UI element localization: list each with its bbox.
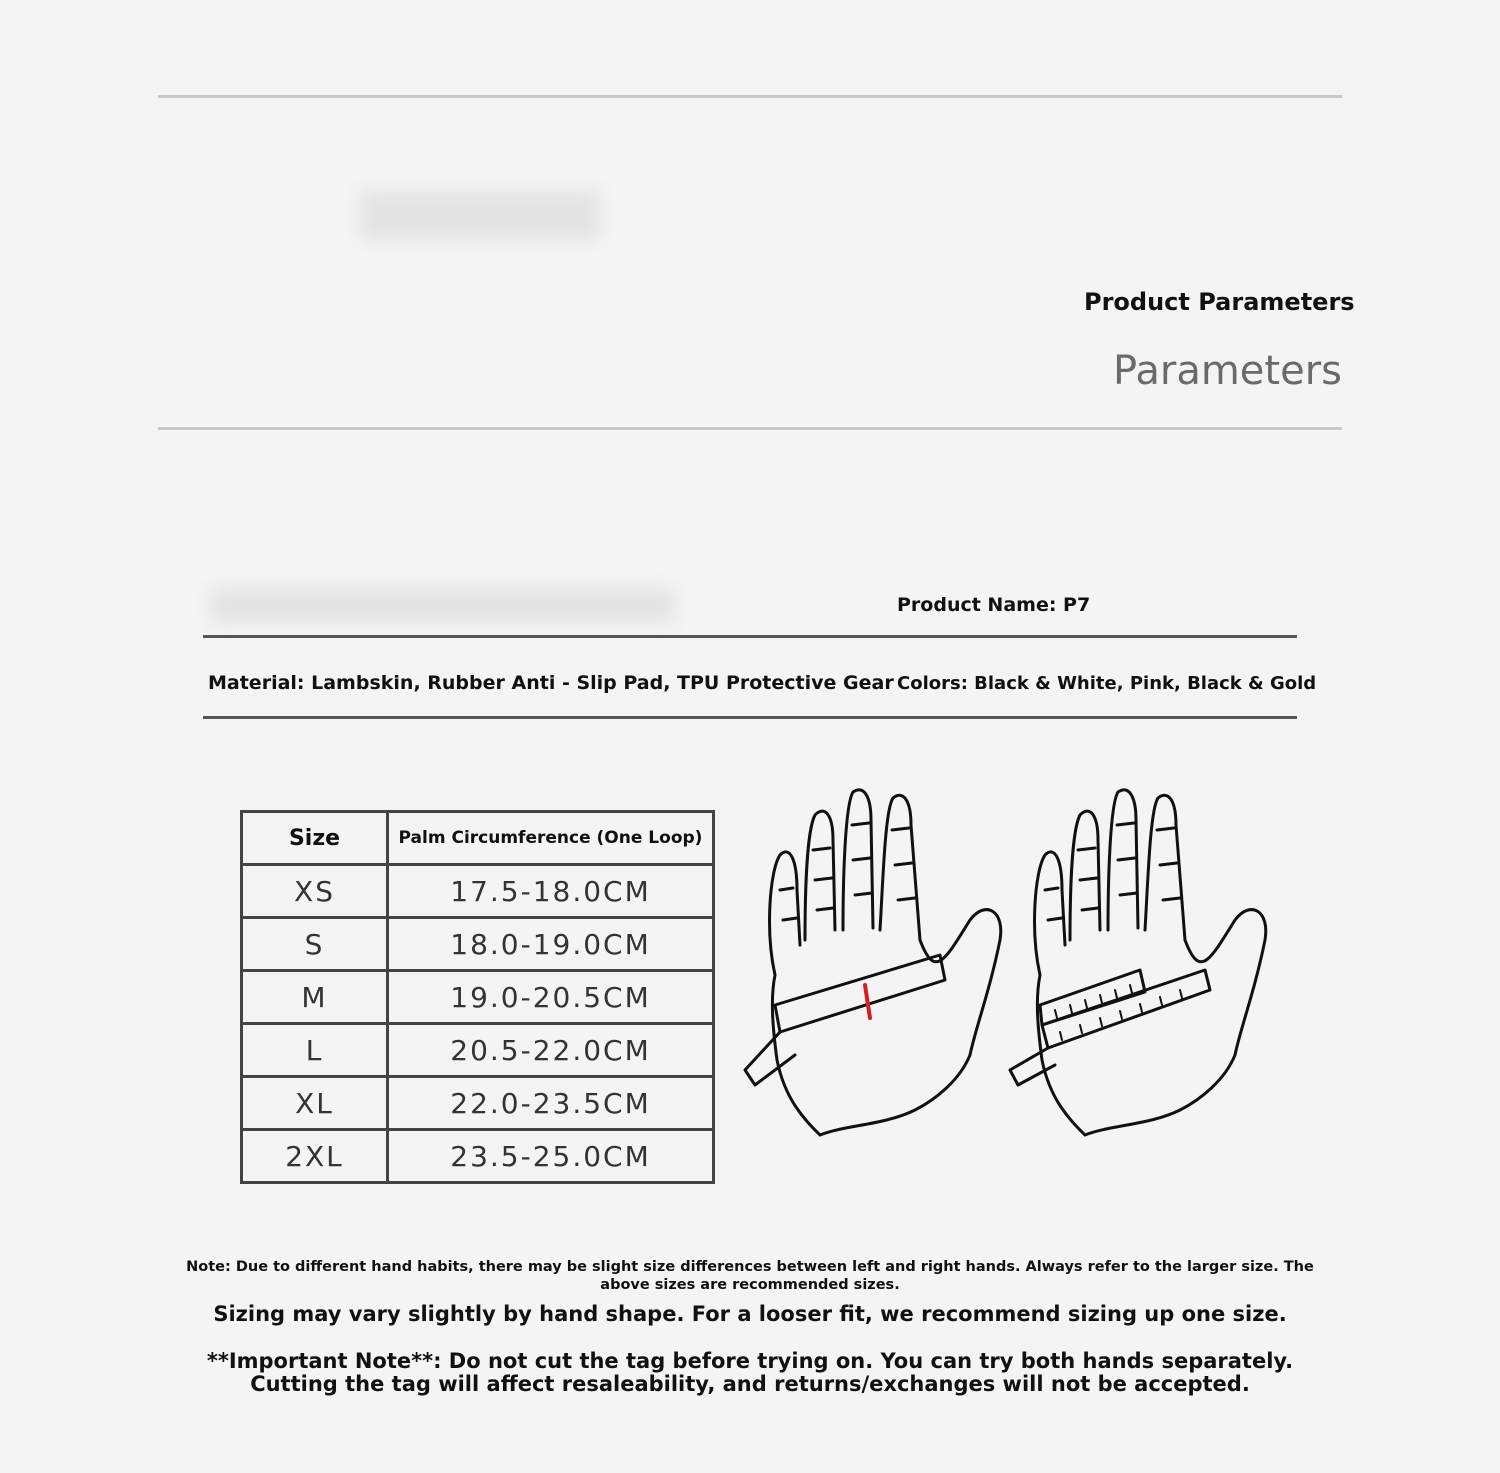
range-cell: 18.0-19.0CM	[388, 918, 714, 971]
size-chart-table	[240, 810, 715, 1184]
top-divider	[158, 95, 1342, 98]
table-row	[242, 1024, 714, 1077]
colors: Colors: Black & White, Pink, Black & Gold	[897, 673, 1317, 694]
size-cell: L	[242, 1024, 388, 1077]
table-row	[242, 918, 714, 971]
size-note: Note: Due to different hand habits, there may be slight size differences between left and right hands. Always refer to the larger size. The above sizes are recommended sizes.	[186, 1259, 1314, 1293]
table-header-row	[242, 812, 714, 865]
range-cell: 23.5-25.0CM	[388, 1130, 714, 1183]
palm-circumference-header: Palm Circumference (One Loop)	[388, 812, 714, 865]
material: Material: Lambskin, Rubber Anti - Slip Pad, TPU Protective Gear	[208, 672, 894, 694]
range-cell: 20.5-22.0CM	[388, 1024, 714, 1077]
param-divider-1	[203, 635, 1297, 638]
sizing-note: Sizing may vary slightly by hand shape. For a looser fit, we recommend sizing up one size.	[213, 1302, 1287, 1326]
section-subtitle: Parameters	[1113, 348, 1342, 394]
faded-text	[210, 588, 675, 622]
table-row	[242, 971, 714, 1024]
param-divider-2	[203, 716, 1297, 719]
size-cell: XL	[242, 1077, 388, 1130]
section-title: Product Parameters	[1084, 288, 1355, 316]
size-cell: XS	[242, 865, 388, 918]
range-cell: 19.0-20.5CM	[388, 971, 714, 1024]
size-cell: M	[242, 971, 388, 1024]
size-cell: S	[242, 918, 388, 971]
table-row	[242, 865, 714, 918]
hand-with-ruler-tape-icon	[1010, 790, 1266, 1135]
size-cell: 2XL	[242, 1130, 388, 1183]
hand-measurement-illustration	[735, 780, 1285, 1160]
range-cell: 17.5-18.0CM	[388, 865, 714, 918]
range-cell: 22.0-23.5CM	[388, 1077, 714, 1130]
table-row	[242, 1130, 714, 1183]
important-note: **Important Note**: Do not cut the tag before trying on. You can try both hands separately. Cutting the tag will affect resaleability, and returns/exchanges will not be accepted.	[206, 1349, 1294, 1396]
product-name: Product Name: P7	[897, 594, 1091, 616]
faded-logo	[360, 190, 600, 240]
hand-with-tape-icon	[745, 790, 1001, 1135]
size-header: Size	[242, 812, 388, 865]
table-row	[242, 1077, 714, 1130]
header-divider	[158, 427, 1342, 430]
